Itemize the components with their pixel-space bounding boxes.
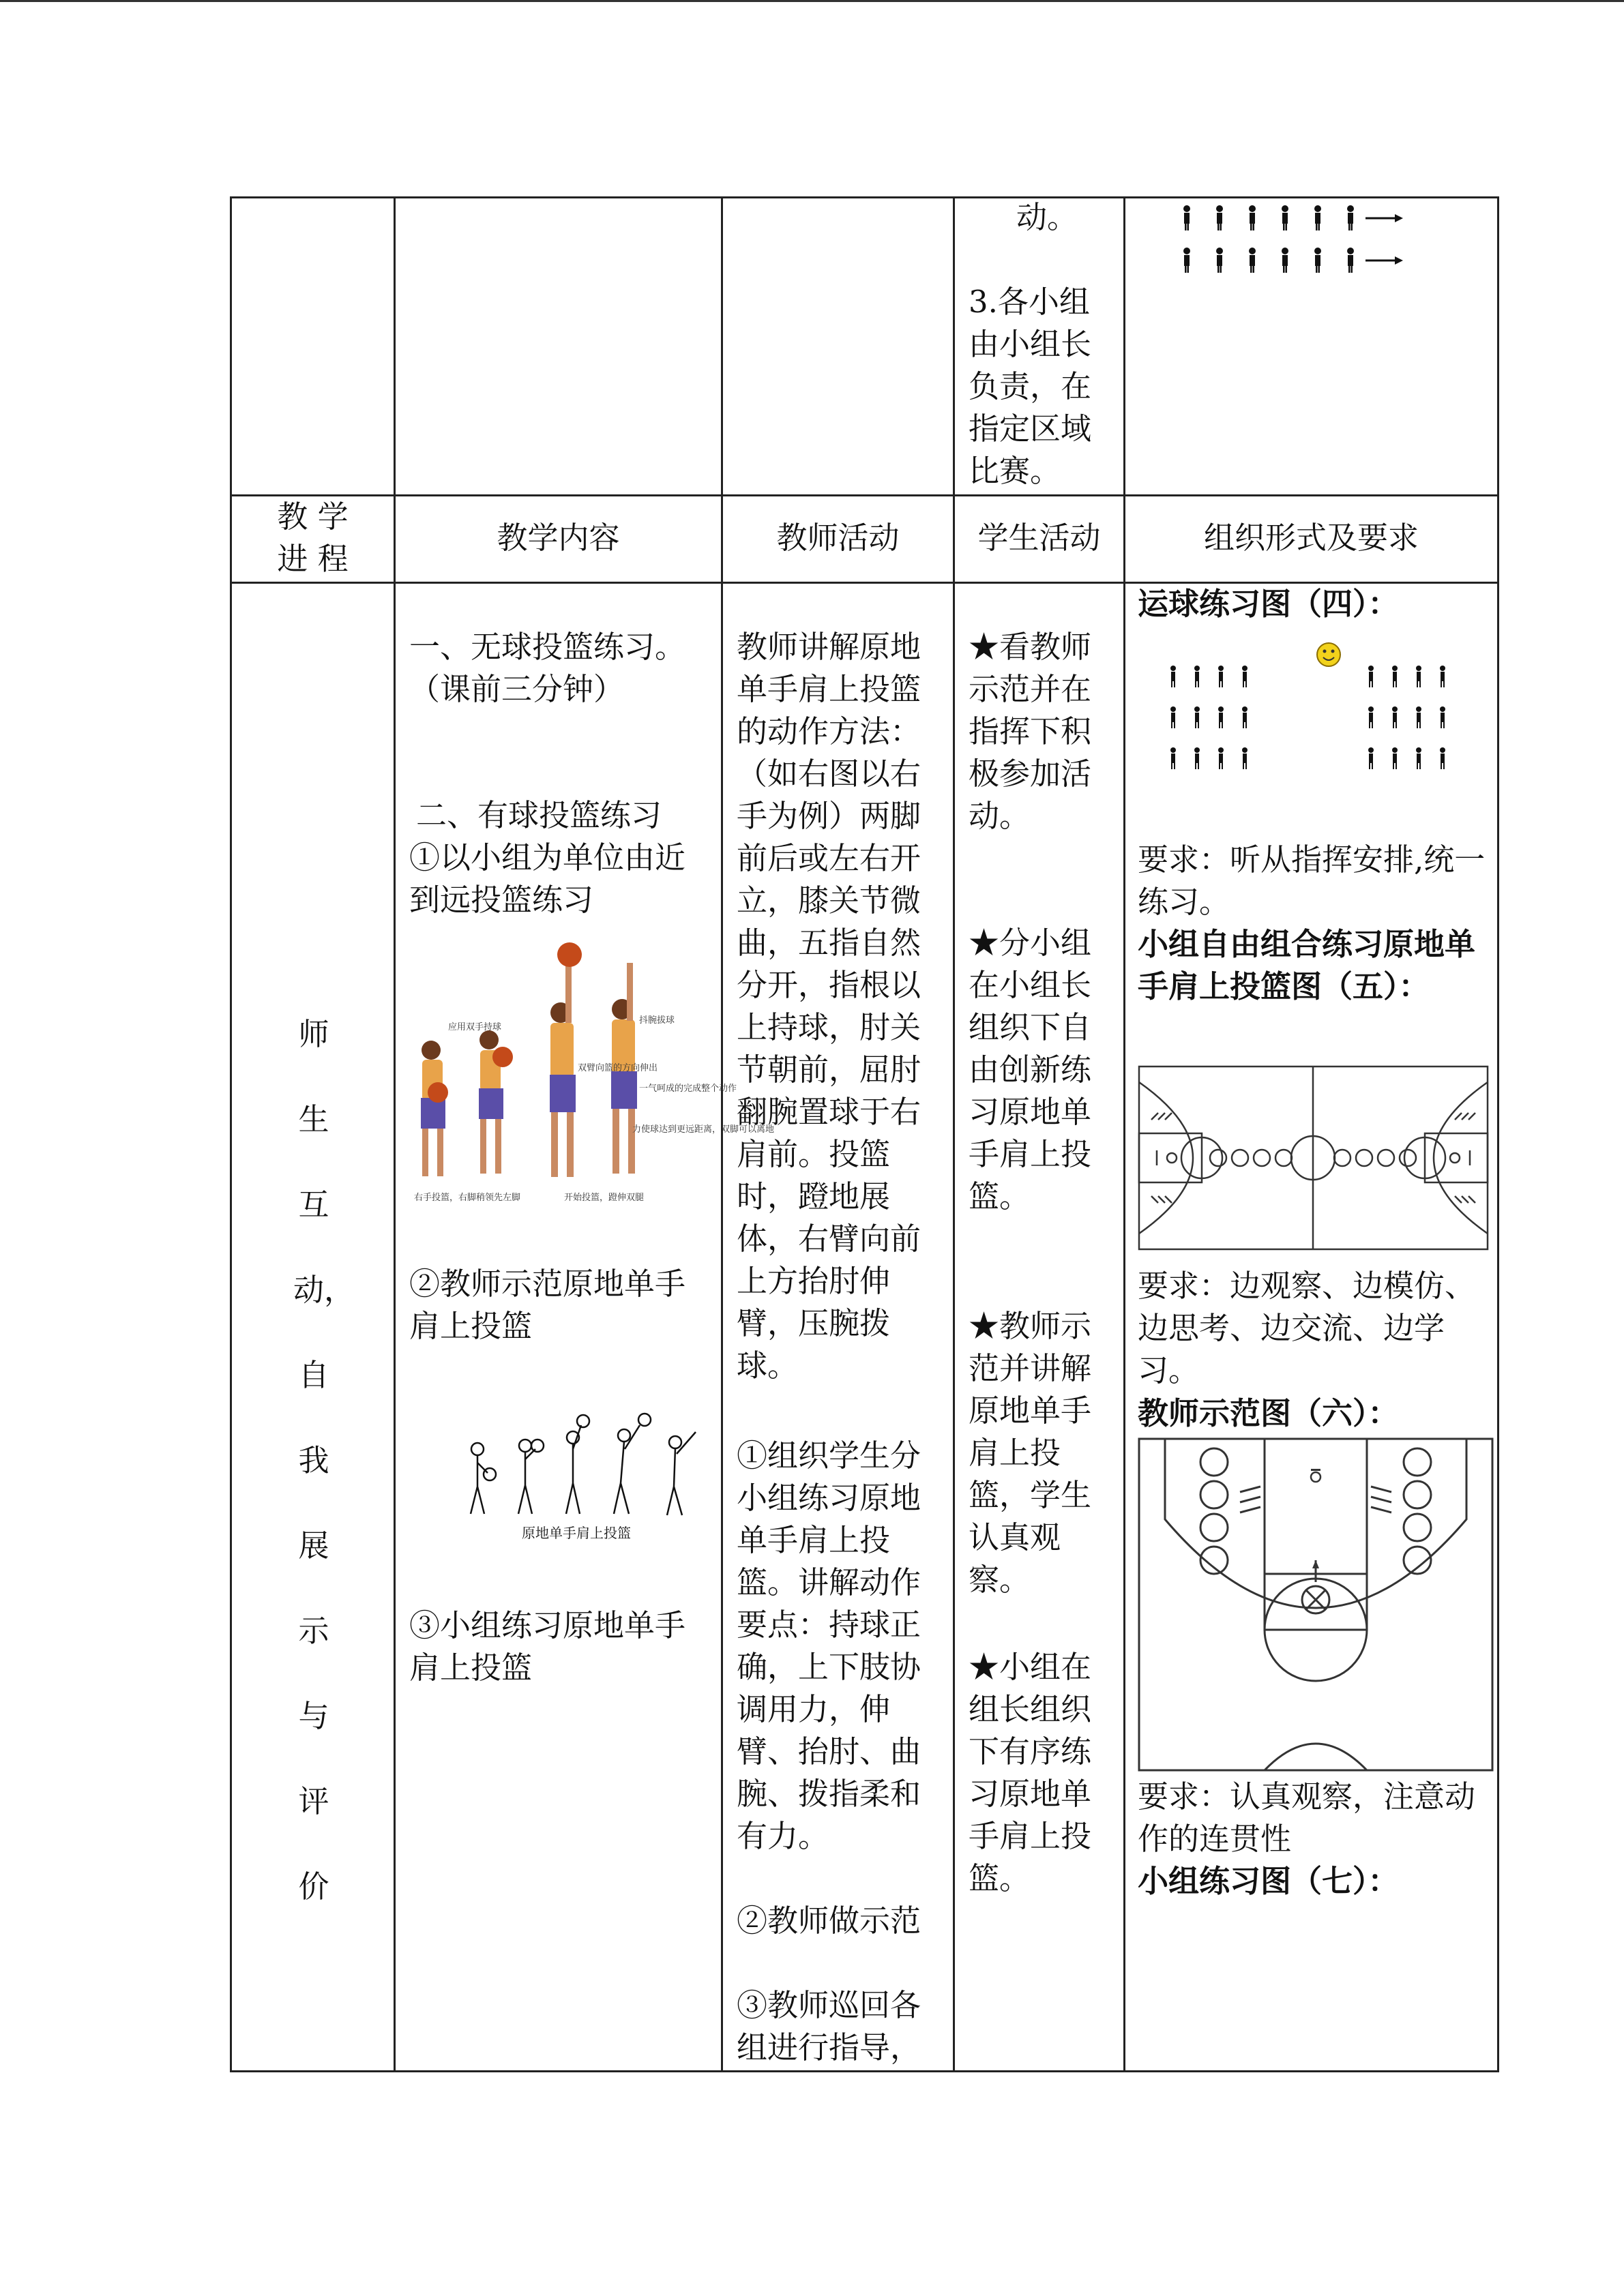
dribble-formation-figure (1160, 634, 1487, 771)
player-icon (1218, 706, 1224, 728)
header-row-top (230, 494, 1499, 496)
sketch-figure-4 (614, 1414, 651, 1514)
top-student-line: 由小组长 (969, 326, 1092, 362)
illustration-label: 力使球达到更远距离，双脚可以离地 (632, 1124, 775, 1135)
player-icon (1416, 666, 1421, 687)
player-icon (1368, 666, 1374, 687)
table-border-bottom (230, 2070, 1499, 2072)
fig6-title: 教师示范图（六）： (1138, 1395, 1399, 1431)
player-icon (1347, 248, 1354, 273)
table-border-left (230, 196, 232, 2072)
player-icon (1194, 747, 1200, 769)
teacher-organize-groups: ①组织学生分小组练习原地单手肩上投篮。讲解动作要点：持球正确，上下肢协调用力，伸臂、抬肘、曲腕、拨指柔和有力。 (737, 1437, 921, 1854)
player-figure-1 (421, 1041, 448, 1176)
sketch-caption: 原地单手肩上投篮 (522, 1525, 631, 1541)
fig5-title: 小组自由组合练习原地单手肩上投篮图（五）： (1138, 926, 1476, 1004)
illustration-caption: 开始投篮，蹬伸双腿 (564, 1193, 645, 1203)
sketch-figure-5 (667, 1432, 696, 1515)
top-student-line: 比赛。 (969, 453, 1061, 489)
shooting-steps-illustration (407, 934, 775, 1207)
student-activity-3: ★教师示范并讲解原地单手肩上投篮，学生认真观察。 (969, 1308, 1092, 1598)
column-divider-1 (394, 196, 396, 2072)
player-icon (1249, 248, 1256, 273)
content-item-1: 一、无球投篮练习。 (409, 629, 686, 665)
process-char: 互 (298, 1187, 329, 1223)
player-icon (1392, 747, 1398, 769)
process-char: 与 (298, 1698, 329, 1734)
player-icon (1242, 747, 1247, 769)
top-student-line: 负责，在 (969, 368, 1092, 404)
formation-two-lines-figure (1173, 203, 1405, 285)
player-icon (1242, 706, 1247, 728)
page-top-border (0, 0, 1624, 2)
student-activity-1: ★看教师示范并在指挥下积极参加活动。 (969, 629, 1092, 834)
sketch-figure-1 (471, 1443, 496, 1514)
player-icon (1216, 248, 1223, 273)
player-icon (1368, 706, 1374, 728)
top-student-line: 指定区域 (969, 411, 1092, 447)
process-char: 评 (298, 1783, 329, 1819)
player-icon (1347, 205, 1354, 230)
illustration-label: 应用双手持球 (448, 1022, 502, 1032)
process-char: 师 (298, 1016, 329, 1052)
player-icon (1440, 747, 1445, 769)
requirement-3: 要求：认真观察，注意动作的连贯性 (1138, 1778, 1476, 1857)
process-char: 动， (293, 1272, 355, 1308)
header-student: 学生活动 (977, 520, 1101, 556)
player-icon (1440, 706, 1445, 728)
player-icon (1183, 205, 1190, 230)
player-icon (1249, 205, 1256, 230)
teacher-demonstrate: ②教师做示范 (737, 1903, 921, 1939)
requirement-2: 要求：边观察、边模仿、边思考、边交流、边学习。 (1138, 1268, 1476, 1388)
content-item-2-2: ②教师示范原地单手肩上投篮 (409, 1266, 686, 1344)
illustration-label: 抖腕拔球 (639, 1015, 675, 1026)
top-student-line: 3.各小组 (969, 284, 1090, 320)
sketch-figure-2 (518, 1440, 544, 1514)
teacher-patrol: ③教师巡回各组进行指导， (737, 1987, 921, 2066)
player-icon (1218, 747, 1224, 769)
half-court-demo-diagram (1138, 1437, 1494, 1772)
player-icon (1282, 248, 1288, 273)
header-process (232, 496, 394, 580)
header-process-line: 进 程 (277, 541, 349, 577)
player-icon (1170, 706, 1176, 728)
illustration-caption: 右手投篮，右脚稍领先左脚 (414, 1193, 521, 1203)
column-divider-3 (953, 196, 955, 2072)
player-figure-2 (479, 1030, 513, 1174)
content-item-1-note: （课前三分钟） (409, 671, 625, 707)
content-item-2-1: ①以小组为单位由近到远投篮练习 (409, 839, 686, 918)
requirement-1: 要求：听从指挥安排,统一练习。 (1138, 841, 1486, 920)
header-content: 教学内容 (497, 520, 620, 556)
fig4-title: 运球练习图（四）： (1138, 586, 1399, 622)
header-organization: 组织形式及要求 (1203, 520, 1419, 556)
player-icon (1170, 666, 1176, 687)
full-court-diagram (1138, 1065, 1489, 1251)
student-activity-2: ★分小组在小组长组织下自由创新练习原地单手肩上投篮。 (969, 925, 1092, 1214)
player-icon (1416, 706, 1421, 728)
player-icon (1242, 666, 1247, 687)
player-icon (1218, 666, 1224, 687)
player-icon (1314, 248, 1321, 273)
illustration-label: 一气呵成的完成整个动作 (639, 1084, 737, 1094)
content-item-2: 二、有球投篮练习 (416, 797, 662, 833)
process-char: 我 (298, 1442, 329, 1478)
player-icon (1392, 666, 1398, 687)
process-char: 生 (298, 1101, 329, 1137)
teacher-explanation: 教师讲解原地单手肩上投篮的动作方法：（如右图以右手为例）两脚前后或左右开立，膝关节微曲，五指自然分开，指根以上持球，肘关节朝前，屈肘翻腕置球于右肩前。投篮时，蹬地展体，右臂向前上方抬肘伸臂，压腕拨球。 (737, 629, 921, 1384)
player-icon (1216, 205, 1223, 230)
player-icon (1392, 706, 1398, 728)
shooting-sketch-illustration (457, 1412, 716, 1541)
process-char: 示 (298, 1613, 329, 1649)
player-icon (1440, 666, 1445, 687)
header-process-line: 教 学 (277, 498, 349, 535)
student-activity-4: ★小组在组长组织下有序练习原地单手肩上投篮。 (969, 1649, 1092, 1896)
process-char: 价 (298, 1868, 329, 1905)
content-item-2-3: ③小组练习原地单手肩上投篮 (409, 1607, 686, 1686)
player-icon (1368, 747, 1374, 769)
illustration-label: 双臂向篮的方向伸出 (578, 1063, 658, 1073)
process-char: 自 (298, 1357, 329, 1393)
top-student-line: 动。 (1016, 199, 1078, 235)
player-icon (1194, 666, 1200, 687)
fig7-title: 小组练习图（七）： (1138, 1863, 1399, 1899)
table-border-top (230, 196, 1499, 198)
smiley-icon (1317, 643, 1340, 666)
player-icon (1194, 706, 1200, 728)
player-icon (1170, 747, 1176, 769)
column-divider-4 (1123, 196, 1125, 2072)
header-teacher: 教师活动 (776, 520, 900, 556)
player-icon (1183, 248, 1190, 273)
process-char: 展 (298, 1527, 329, 1564)
player-figure-3 (550, 942, 582, 1177)
player-icon (1314, 205, 1321, 230)
player-icon (1416, 747, 1421, 769)
player-icon (1282, 205, 1288, 230)
sketch-figure-3 (566, 1415, 589, 1514)
table-border-right (1497, 196, 1499, 2072)
